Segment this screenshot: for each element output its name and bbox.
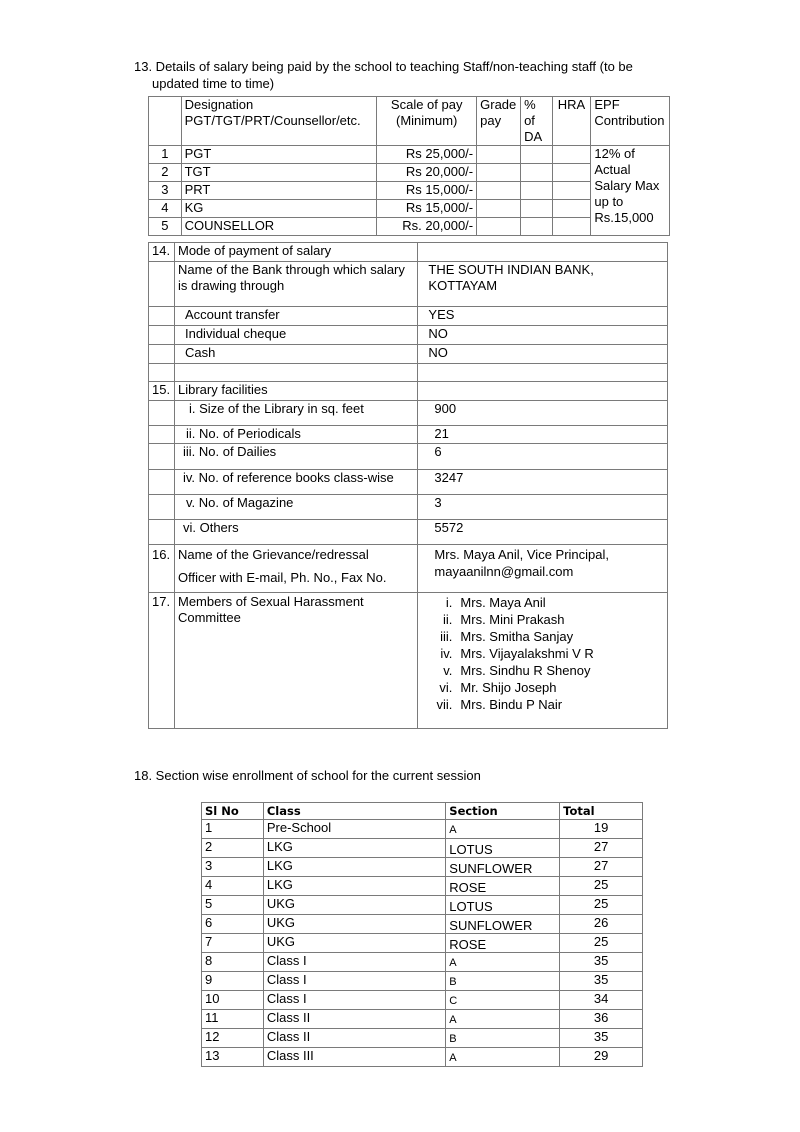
grievance-value-line1: Mrs. Maya Anil, Vice Principal, bbox=[434, 547, 610, 562]
salary-row-da bbox=[521, 146, 553, 164]
section-14-number: 14. bbox=[149, 243, 175, 262]
enrollment-total: 19 bbox=[560, 820, 643, 839]
salary-header-scale: Scale of pay (Minimum) bbox=[377, 97, 477, 146]
enrollment-class: LKG bbox=[263, 858, 445, 877]
enrollment-class: UKG bbox=[263, 934, 445, 953]
salary-row-scale: Rs 15,000/- bbox=[377, 182, 477, 200]
header-section: Section bbox=[446, 803, 560, 820]
enrollment-row bbox=[202, 877, 643, 896]
committee-label: Members of Sexual Harassment Committee bbox=[174, 593, 417, 729]
section-18-title: 18. Section wise enrollment of school for the current session bbox=[134, 768, 481, 783]
committee-member: v. Mrs. Sindhu R Shenoy bbox=[443, 663, 591, 678]
enrollment-row bbox=[202, 972, 643, 991]
salary-header-no bbox=[149, 97, 182, 146]
library-item-value: 6 bbox=[418, 444, 668, 470]
salary-header-da: % of DA bbox=[521, 97, 553, 146]
grievance-label bbox=[174, 545, 417, 593]
enrollment-total: 35 bbox=[560, 953, 643, 972]
salary-row-hra bbox=[552, 182, 591, 200]
salary-row-grade bbox=[477, 164, 521, 182]
committee-row bbox=[149, 593, 668, 729]
library-item-row bbox=[149, 470, 668, 495]
salary-row-designation: TGT bbox=[181, 164, 377, 182]
enrollment-row bbox=[202, 858, 643, 877]
committee-member: iii. Mrs. Smitha Sanjay bbox=[440, 629, 574, 644]
section-13-title-line1: 13. Details of salary being paid by the school to teaching Staff/non-teaching staff (to be bbox=[134, 59, 633, 74]
library-item-row bbox=[149, 444, 668, 470]
salary-row-grade bbox=[477, 200, 521, 218]
salary-row-hra bbox=[552, 146, 591, 164]
library-item-label: i. Size of the Library in sq. feet bbox=[174, 401, 417, 426]
enrollment-slno: 3 bbox=[202, 858, 264, 877]
section-13-title bbox=[134, 58, 694, 92]
bank-row bbox=[149, 262, 668, 307]
bank-label: Name of the Bank through which salary is drawing through bbox=[174, 262, 417, 307]
enrollment-section: SUNFLOWER bbox=[446, 915, 560, 934]
committee-member: i. Mrs. Maya Anil bbox=[445, 595, 546, 610]
library-item-row bbox=[149, 520, 668, 545]
enrollment-row bbox=[202, 839, 643, 858]
committee-members bbox=[418, 593, 668, 729]
enrollment-row bbox=[202, 991, 643, 1010]
enrollment-row bbox=[202, 1029, 643, 1048]
enrollment-total: 25 bbox=[560, 877, 643, 896]
salary-row-hra bbox=[552, 200, 591, 218]
enrollment-header-row bbox=[202, 803, 643, 820]
enrollment-total: 26 bbox=[560, 915, 643, 934]
enrollment-slno: 8 bbox=[202, 953, 264, 972]
library-item-row bbox=[149, 401, 668, 426]
enrollment-section: SUNFLOWER bbox=[446, 858, 560, 877]
enrollment-section: B bbox=[446, 1029, 560, 1048]
cheque-row bbox=[149, 326, 668, 345]
enrollment-class: LKG bbox=[263, 877, 445, 896]
enrollment-total: 27 bbox=[560, 839, 643, 858]
cheque-label: Individual cheque bbox=[174, 326, 417, 345]
salary-row-designation: PGT bbox=[181, 146, 377, 164]
enrollment-section: ROSE bbox=[446, 934, 560, 953]
library-item-value: 3 bbox=[418, 495, 668, 520]
enrollment-row bbox=[202, 896, 643, 915]
enrollment-slno: 11 bbox=[202, 1010, 264, 1029]
enrollment-class: Class I bbox=[263, 953, 445, 972]
enrollment-slno: 2 bbox=[202, 839, 264, 858]
section-15-number: 15. bbox=[149, 382, 175, 401]
section-16-number: 16. bbox=[149, 545, 175, 593]
enrollment-section: A bbox=[446, 820, 560, 839]
library-item-value: 3247 bbox=[418, 470, 668, 495]
library-item-label: v. No. of Magazine bbox=[174, 495, 417, 520]
section-13-title-line2: updated time to time) bbox=[152, 76, 275, 91]
enrollment-total: 27 bbox=[560, 858, 643, 877]
enrollment-row bbox=[202, 915, 643, 934]
salary-row-no: 3 bbox=[149, 182, 182, 200]
section-17-number: 17. bbox=[149, 593, 175, 729]
enrollment-row bbox=[202, 1010, 643, 1029]
salary-row-da bbox=[521, 200, 553, 218]
salary-row-hra bbox=[552, 218, 591, 236]
library-item-value: 21 bbox=[418, 426, 668, 444]
section-14-title: Mode of payment of salary bbox=[174, 243, 417, 262]
enrollment-section: A bbox=[446, 1048, 560, 1067]
salary-row-scale: Rs. 20,000/- bbox=[377, 218, 477, 236]
salary-row-da bbox=[521, 218, 553, 236]
account-transfer-value: YES bbox=[418, 307, 668, 326]
salary-table bbox=[148, 96, 670, 236]
enrollment-section: C bbox=[446, 991, 560, 1010]
salary-row-scale: Rs 20,000/- bbox=[377, 164, 477, 182]
enrollment-class: Class III bbox=[263, 1048, 445, 1067]
salary-header-epf: EPF Contribution bbox=[591, 97, 670, 146]
enrollment-section: A bbox=[446, 953, 560, 972]
committee-member: vi. Mr. Shijo Joseph bbox=[439, 680, 557, 695]
grievance-email: mayaanilnn@gmail.com bbox=[434, 564, 574, 579]
salary-row-scale: Rs 25,000/- bbox=[377, 146, 477, 164]
salary-header-designation: Designation PGT/TGT/PRT/Counsellor/etc. bbox=[181, 97, 377, 146]
enrollment-section: A bbox=[446, 1010, 560, 1029]
enrollment-table bbox=[201, 802, 643, 1067]
enrollment-class: Class I bbox=[263, 972, 445, 991]
enrollment-slno: 7 bbox=[202, 934, 264, 953]
committee-member: vii. Mrs. Bindu P Nair bbox=[436, 697, 563, 712]
salary-epf-value: 12% of Actual Salary Max up to Rs.15,000 bbox=[591, 146, 670, 236]
library-item-label: ii. No. of Periodicals bbox=[174, 426, 417, 444]
enrollment-total: 36 bbox=[560, 1010, 643, 1029]
committee-member: iv. Mrs. Vijayalakshmi V R bbox=[440, 646, 594, 661]
enrollment-total: 29 bbox=[560, 1048, 643, 1067]
header-total: Total bbox=[560, 803, 643, 820]
enrollment-total: 34 bbox=[560, 991, 643, 1010]
grievance-row bbox=[149, 545, 668, 593]
enrollment-class: Pre-School bbox=[263, 820, 445, 839]
enrollment-total: 35 bbox=[560, 972, 643, 991]
salary-row-da bbox=[521, 164, 553, 182]
details-table bbox=[148, 242, 668, 729]
salary-header-grade: Grade pay bbox=[477, 97, 521, 146]
salary-row-grade bbox=[477, 182, 521, 200]
salary-row-no: 4 bbox=[149, 200, 182, 218]
enrollment-total: 25 bbox=[560, 896, 643, 915]
salary-row-grade bbox=[477, 218, 521, 236]
account-transfer-label: Account transfer bbox=[174, 307, 417, 326]
enrollment-slno: 1 bbox=[202, 820, 264, 839]
enrollment-slno: 13 bbox=[202, 1048, 264, 1067]
enrollment-section: LOTUS bbox=[446, 839, 560, 858]
bank-value: THE SOUTH INDIAN BANK, KOTTAYAM bbox=[418, 262, 668, 307]
grievance-label-line1: Name of the Grievance/redressal bbox=[177, 547, 369, 562]
salary-row-da bbox=[521, 182, 553, 200]
payment-title-row bbox=[149, 243, 668, 262]
enrollment-class: Class II bbox=[263, 1029, 445, 1048]
salary-header-hra: HRA bbox=[552, 97, 591, 146]
enrollment-class: Class I bbox=[263, 991, 445, 1010]
enrollment-class: LKG bbox=[263, 839, 445, 858]
empty-row bbox=[149, 364, 668, 382]
enrollment-section: ROSE bbox=[446, 877, 560, 896]
enrollment-slno: 12 bbox=[202, 1029, 264, 1048]
cash-value: NO bbox=[418, 345, 668, 364]
cheque-value: NO bbox=[418, 326, 668, 345]
cash-row bbox=[149, 345, 668, 364]
enrollment-row bbox=[202, 820, 643, 839]
enrollment-slno: 10 bbox=[202, 991, 264, 1010]
salary-row-designation: KG bbox=[181, 200, 377, 218]
enrollment-section: LOTUS bbox=[446, 896, 560, 915]
enrollment-slno: 6 bbox=[202, 915, 264, 934]
grievance-label-line2: Officer with E-mail, Ph. No., Fax No. bbox=[177, 570, 387, 585]
enrollment-slno: 4 bbox=[202, 877, 264, 896]
enrollment-section: B bbox=[446, 972, 560, 991]
enrollment-slno: 5 bbox=[202, 896, 264, 915]
committee-member: ii. Mrs. Mini Prakash bbox=[443, 612, 565, 627]
salary-row-designation: PRT bbox=[181, 182, 377, 200]
salary-row-designation: COUNSELLOR bbox=[181, 218, 377, 236]
salary-row-no: 2 bbox=[149, 164, 182, 182]
library-item-label: iii. No. of Dailies bbox=[174, 444, 417, 470]
enrollment-row bbox=[202, 934, 643, 953]
header-slno: Sl No bbox=[202, 803, 264, 820]
salary-row-scale: Rs 15,000/- bbox=[377, 200, 477, 218]
section-15-title: Library facilities bbox=[174, 382, 417, 401]
committee-member-list bbox=[428, 594, 664, 713]
library-title-row bbox=[149, 382, 668, 401]
enrollment-class: UKG bbox=[263, 896, 445, 915]
salary-row-grade bbox=[477, 146, 521, 164]
library-item-label: vi. Others bbox=[174, 520, 417, 545]
salary-header-row bbox=[149, 97, 670, 146]
salary-row-hra bbox=[552, 164, 591, 182]
salary-row bbox=[149, 146, 670, 164]
enrollment-total: 35 bbox=[560, 1029, 643, 1048]
library-item-row bbox=[149, 426, 668, 444]
salary-row-no: 1 bbox=[149, 146, 182, 164]
enrollment-class: UKG bbox=[263, 915, 445, 934]
enrollment-row bbox=[202, 953, 643, 972]
header-class: Class bbox=[263, 803, 445, 820]
enrollment-class: Class II bbox=[263, 1010, 445, 1029]
library-item-value: 5572 bbox=[418, 520, 668, 545]
cash-label: Cash bbox=[174, 345, 417, 364]
account-transfer-row bbox=[149, 307, 668, 326]
enrollment-row bbox=[202, 1048, 643, 1067]
enrollment-slno: 9 bbox=[202, 972, 264, 991]
grievance-value bbox=[418, 545, 668, 593]
salary-row-no: 5 bbox=[149, 218, 182, 236]
library-item-row bbox=[149, 495, 668, 520]
enrollment-total: 25 bbox=[560, 934, 643, 953]
library-item-value: 900 bbox=[418, 401, 668, 426]
library-item-label: iv. No. of reference books class-wise bbox=[174, 470, 417, 495]
